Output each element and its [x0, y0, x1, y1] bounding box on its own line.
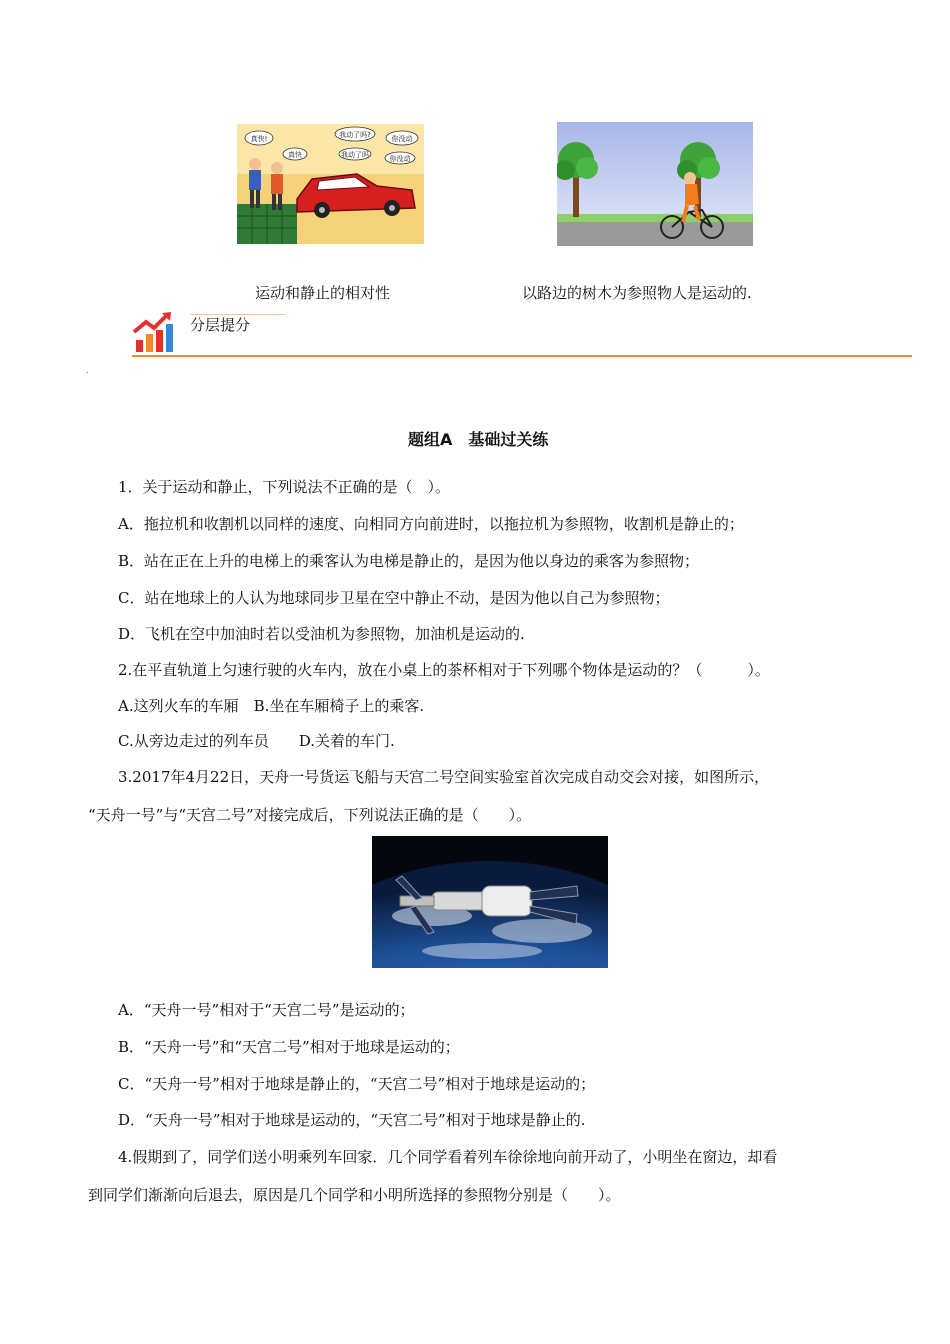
question-1-option-b: B．站在正在上升的电梯上的乘客认为电梯是静止的，是因为他以身边的乘客为参照物；	[118, 552, 700, 570]
bubble-text: 我动了吗	[341, 151, 369, 159]
bar-chart-arrow-icon	[132, 310, 178, 354]
question-3-option-c: C．“天舟一号”相对于地球是静止的，“天宫二号”相对于地球是运动的；	[118, 1075, 596, 1093]
question-3-option-a: A．“天舟一号”相对于“天宫二号”是运动的；	[118, 1001, 415, 1019]
question-3-option-b: B．“天舟一号”和“天宫二号”相对于地球是运动的；	[118, 1038, 460, 1056]
question-1-option-a: A．拖拉机和收割机以同样的速度、向相同方向前进时，以拖拉机为参照物，收割机是静止的；	[118, 515, 744, 533]
question-2-options-ab: A.这列火车的车厢 B.坐在车厢椅子上的乘客.	[118, 697, 425, 715]
section-divider	[132, 355, 912, 357]
question-3-stem-line2: “天舟一号”与“天宫二号”对接完成后，下列说法正确的是（ ）。	[88, 806, 532, 824]
question-3-stem-line1: 3.2017年4月22日，天舟一号货运飞船与天宫二号空间实验室首次完成自动交会对接，如图所示，	[118, 768, 770, 786]
space-station-illustration	[372, 836, 608, 968]
question-3-option-d: D．“天舟一号”相对于地球是运动的，“天宫二号”相对于地球是静止的.	[118, 1111, 586, 1129]
space-station-photo	[372, 836, 608, 968]
bubble-text: 我动了吗?	[339, 131, 371, 139]
question-1-stem: 1．关于运动和静止，下列说法不正确的是（ ）。	[118, 478, 451, 496]
question-4-stem-line1: 4.假期到了，同学们送小明乘列车回家．几个同学看着列车徐徐地向前开动了，小明坐在窗边，却看	[118, 1148, 778, 1166]
figure-caption-left: 运动和静止的相对性	[255, 284, 391, 302]
section-label: 分层提分	[190, 316, 251, 334]
bubble-text: 真快	[288, 151, 302, 159]
question-2-options-cd: C.从旁边走过的列车员 D.关着的车门.	[118, 732, 395, 750]
bubble-text: 你没动	[391, 135, 413, 143]
paragraph-mark: .	[86, 366, 89, 375]
bubble-text: 真快!	[250, 135, 268, 143]
section-header	[132, 310, 912, 360]
question-2-stem: 2.在平直轨道上匀速行驶的火车内，放在小桌上的茶杯相对于下列哪个物体是运动的？（ ）。	[118, 661, 770, 679]
bubble-text: 你没动	[389, 155, 411, 163]
question-1-option-d: D．飞机在空中加油时若以受油机为参照物，加油机是运动的.	[118, 625, 525, 643]
cartoon-illustration	[237, 124, 424, 244]
cyclist-illustration	[557, 122, 753, 246]
group-title: 题组A 基础过关练	[408, 430, 549, 449]
cartoon-figure-relativity	[237, 124, 424, 244]
section-label-underline	[190, 314, 285, 315]
figure-caption-right: 以路边的树木为参照物人是运动的.	[522, 284, 752, 302]
question-4-stem-line2: 到同学们渐渐向后退去，原因是几个同学和小明所选择的参照物分别是（ ）。	[88, 1186, 621, 1204]
cyclist-figure	[557, 122, 753, 246]
question-1-option-c: C．站在地球上的人认为地球同步卫星在空中静止不动，是因为他以自己为参照物；	[118, 589, 670, 607]
